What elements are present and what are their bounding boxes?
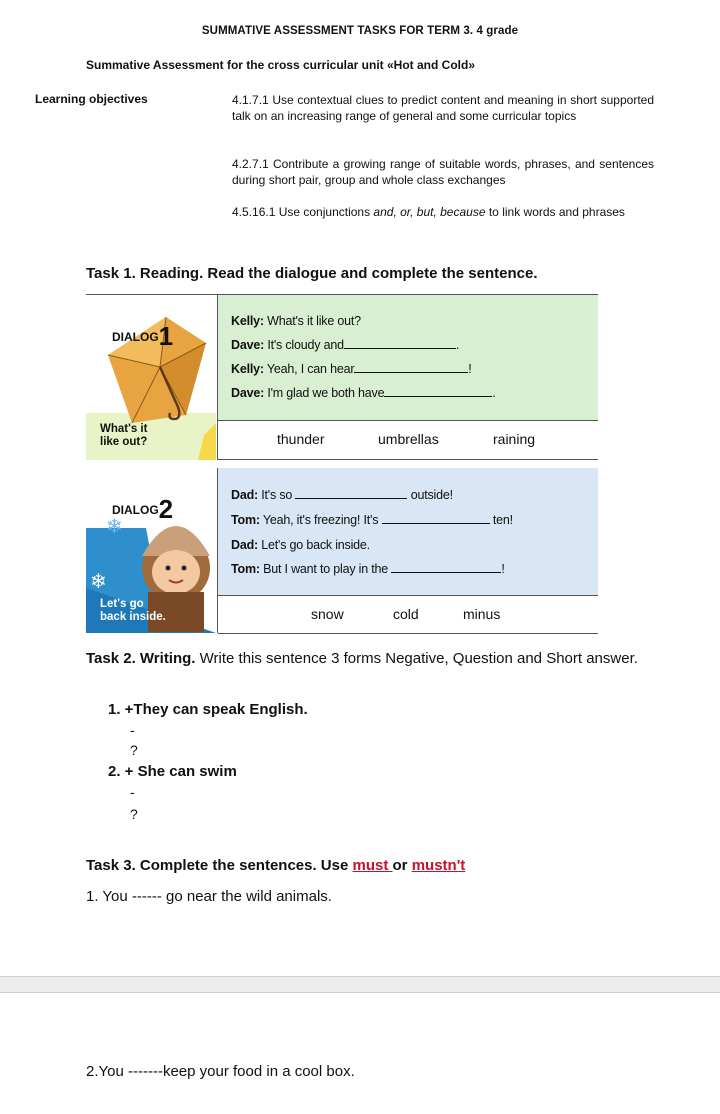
- word-bank-item: cold: [393, 606, 419, 622]
- dialog2-word-bank: [218, 595, 598, 634]
- svg-text:❄: ❄: [106, 514, 123, 538]
- dialog1-word-bank: [218, 420, 598, 460]
- document-page-2: [0, 992, 720, 1114]
- learning-objective-1: 4.1.7.1 Use contextual clues to predict content and meaning in short supported talk on an increasing range of general and some curricular topics: [232, 93, 654, 123]
- dialog2-text: [218, 468, 598, 595]
- dialog2-label: DIALOG2: [112, 494, 174, 524]
- learning-objective-2: 4.2.7.1 Contribute a growing range of suitable words, phrases, and sentences during short pair, group and whole class exchanges: [232, 157, 654, 187]
- task3-sentence-2: 2.You -------keep your food in a cool box.: [86, 1063, 355, 1080]
- document-title: SUMMATIVE ASSESSMENT TASKS FOR TERM 3. 4 grade: [201, 25, 519, 37]
- task2-item-2: 2. + She can swim: [108, 763, 237, 780]
- task3-sentence-1: 1. You ------ go near the wild animals.: [86, 888, 332, 905]
- dialog2-line: Tom: Yeah, it's freezing! It's ten!: [231, 513, 513, 527]
- task1-heading: Task 1. Reading. Read the dialogue and complete the sentence.: [86, 265, 538, 282]
- word-bank-item: thunder: [277, 431, 325, 447]
- dialog1-text: [218, 295, 598, 420]
- word-bank-item: umbrellas: [378, 431, 439, 447]
- learning-objectives-label: Learning objectives: [35, 92, 148, 106]
- dialog2-image: [86, 468, 216, 633]
- task2-item-1: 1. +They can speak English.: [108, 701, 308, 718]
- learning-objective-3: 4.5.16.1 Use conjunctions and, or, but, because to link words and phrases: [232, 205, 625, 219]
- task2-item-2-negative: -: [130, 784, 135, 800]
- word-bank-item: minus: [463, 606, 501, 622]
- mustnt-word: mustn't: [411, 857, 466, 874]
- must-word: must: [352, 857, 393, 874]
- task2-item-2-question: ?: [130, 806, 138, 822]
- dialog1-image: [86, 295, 216, 460]
- task3-heading: Task 3. Complete the sentences. Use must or mustn't: [86, 857, 466, 874]
- dialog1-label: DIALOG1: [112, 321, 174, 351]
- dialog1-box: [86, 294, 598, 460]
- document-subtitle: Summative Assessment for the cross curricular unit «Hot and Cold»: [86, 58, 475, 72]
- dialog1-line: Dave: It's cloudy and .: [231, 338, 460, 352]
- dialog2-line: Dad: It's so outside!: [231, 488, 453, 502]
- dialog1-line: Kelly: Yeah, I can hear !: [231, 362, 472, 376]
- word-bank-item: raining: [493, 431, 536, 447]
- task2-item-1-question: ?: [130, 742, 138, 758]
- dialog2-box: [86, 468, 598, 633]
- dialog1-line: Kelly: What's it like out?: [231, 314, 361, 328]
- svg-text:❄: ❄: [90, 569, 107, 593]
- task2-heading: Task 2. Writing. Write this sentence 3 forms Negative, Question and Short answer.: [86, 650, 638, 667]
- dialog1-caption: What's it like out?: [100, 423, 148, 448]
- dialog2-line: Tom: But I want to play in the !: [231, 562, 505, 576]
- dialog2-line: Dad: Let's go back inside.: [231, 538, 370, 552]
- task2-item-1-negative: -: [130, 722, 135, 738]
- dialog2-caption: Let's go back inside.: [100, 598, 166, 623]
- word-bank-item: snow: [311, 606, 344, 622]
- dialog1-line: Dave: I'm glad we both have .: [231, 386, 496, 400]
